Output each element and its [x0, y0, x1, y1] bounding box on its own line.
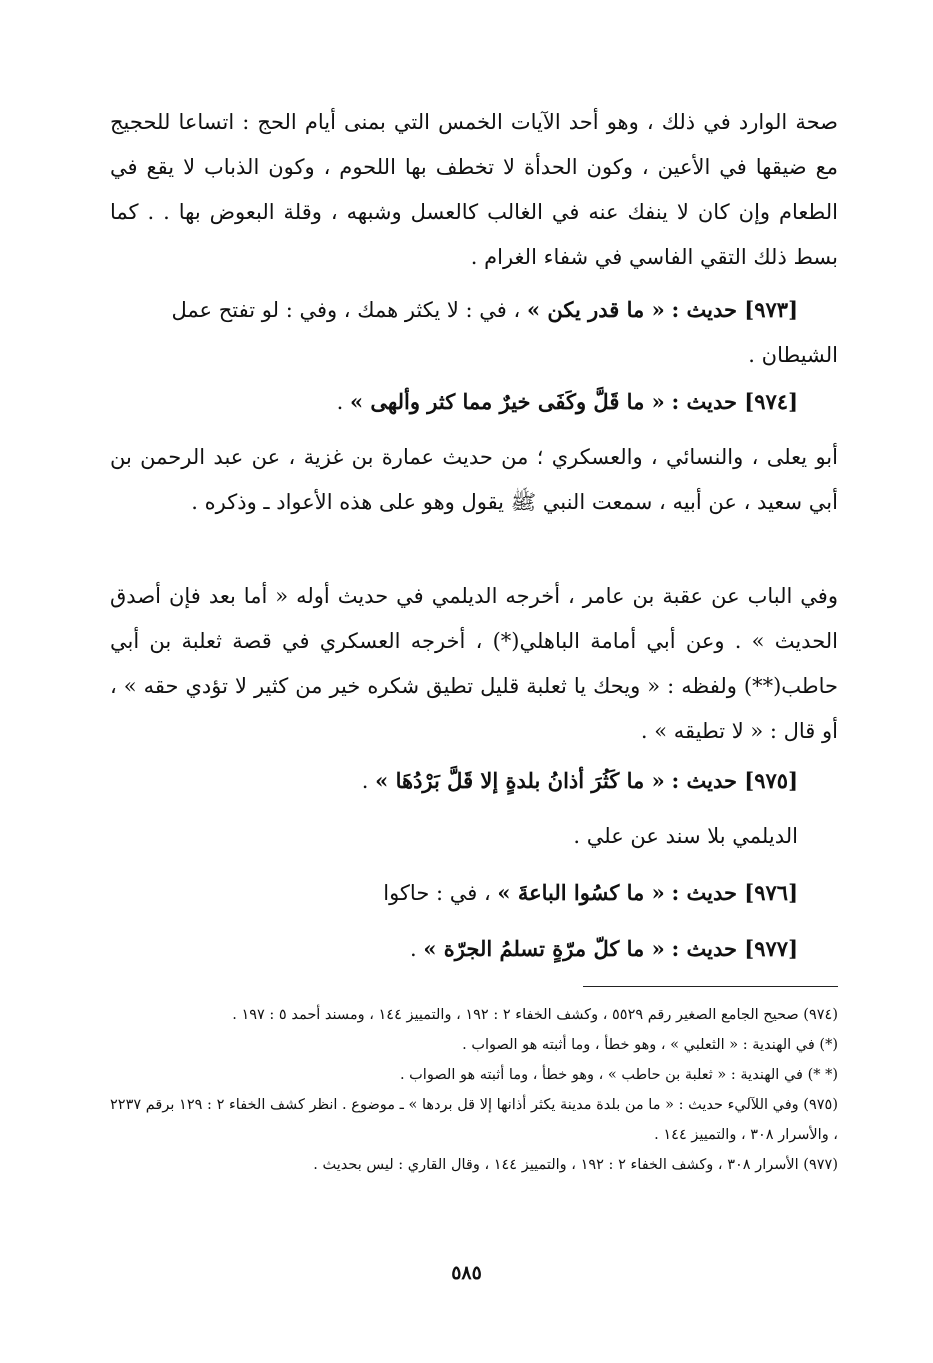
footnote-977: (٩٧٧) الأسرار ٣٠٨ ، وكشف الخفاء ٢ : ١٩٢ ، والتمييز ١٤٤ ، وقال القاري : ليس بحديث . — [313, 1157, 838, 1173]
hadith-974-rest: . — [336, 390, 344, 414]
hadith-974-number: [٩٧٤] حديث : — [671, 389, 798, 414]
footnote-separator — [583, 986, 838, 987]
paragraph-intro: صحة الوارد في ذلك ، وهو أحد الآيات الخمس التي بمنى أيام الحج : اتساعا للحجيج مع ضيقها في الأعين ، وكون الحدأة لا تخطف بها اللحوم ، وكون الذباب لا يقع في الطعام وإن كان لا ينفك عنه في الغالب كالعسل وشبهه ، وقلة البعوض بها . . كما بسط ذلك التقي الفاسي في شفاء الغرام . — [110, 110, 838, 269]
hadith-977-number: [٩٧٧] حديث : — [671, 936, 798, 961]
hadith-976-rest: ، في : حاكوا — [383, 881, 491, 905]
hadith-975-text: « ما كَثُرَ أذانُ بلدةٍ إلا قَلَّ بَرْدُهَا » — [375, 768, 665, 793]
hadith-976-number: [٩٧٦] حديث : — [671, 880, 798, 905]
footnote-974: (٩٧٤) صحيح الجامع الصغير رقم ٥٥٢٩ ، وكشف الخفاء ٢ : ١٩٢ ، والتمييز ١٤٤ ، ومسند أحمد ٥ : ١٩٧ . — [232, 1007, 838, 1023]
hadith-974 — [110, 379, 838, 425]
hadith-973-text: « ما قدر يكن » — [526, 297, 665, 322]
footnotes — [110, 1000, 838, 1180]
hadith-975 — [110, 758, 838, 804]
hadith-973-rest: ، في : لا يكثر همك ، وفي : لو تفتح عمل الشيطان . — [171, 298, 838, 367]
hadith-975-rest: . — [361, 769, 369, 793]
hadith-977 — [110, 926, 838, 972]
hadith-974-text: « ما قَلَّ وكَفَى خيرٌ مما كثر وألهى » — [349, 389, 665, 414]
footnote-star-2: (* *) في الهندية : « ثعلبة بن حاطب » ، وهو خطأ ، وما أثبته هو الصواب . — [399, 1067, 838, 1083]
hadith-973-number: [٩٧٣] حديث : — [671, 297, 798, 322]
hadith-977-rest: . — [409, 937, 417, 961]
hadith-973 — [110, 287, 838, 378]
paragraph-975-source: الديلمي بلا سند عن علي . — [573, 824, 798, 848]
hadith-976-text: « ما كسُوا الباعةَ » — [497, 880, 665, 905]
hadith-975-number: [٩٧٥] حديث : — [671, 768, 798, 793]
footnote-975: (٩٧٥) وفي اللآليء حديث : « ما من بلدة مدينة يكثر أذانها إلا قل بردها » ـ موضوع . انظر كشف الخفاء ٢ : ١٢٩ برقم ٢٢٣٧ ، والأسرار ٣٠٨ ، والتمييز ١٤٤ . — [110, 1097, 838, 1143]
hadith-976 — [110, 870, 838, 916]
footnote-star-1: (*) في الهندية : « الثعلبي » ، وهو خطأ ، وما أثبته هو الصواب . — [462, 1037, 838, 1053]
hadith-977-text: « ما كلّ مرّةٍ تسلمُ الجرّة » — [423, 936, 665, 961]
paragraph-974-bab: وفي الباب عن عقبة بن عامر ، أخرجه الديلمي في حديث أوله « أما بعد فإن أصدق الحديث » . وعن أبي أمامة الباهلي(*) ، أخرجه العسكري في قصة ثعلبة بن أبي حاطب(**) ولفظه : « ويحك يا ثعلبة قليل تطيق شكره خير من كثير لا تؤدي حقه » ، أو قال : « لا تطيقه » . — [110, 584, 838, 743]
paragraph-974-source: أبو يعلى ، والنسائي ، والعسكري ؛ من حديث عمارة بن غزية ، عن عبد الرحمن بن أبي سعيد ، عن أبيه ، سمعت النبي ﷺ يقول وهو على هذه الأعواد ـ وذكره . — [110, 445, 838, 514]
page-number: ٥٨٥ — [451, 1262, 482, 1284]
